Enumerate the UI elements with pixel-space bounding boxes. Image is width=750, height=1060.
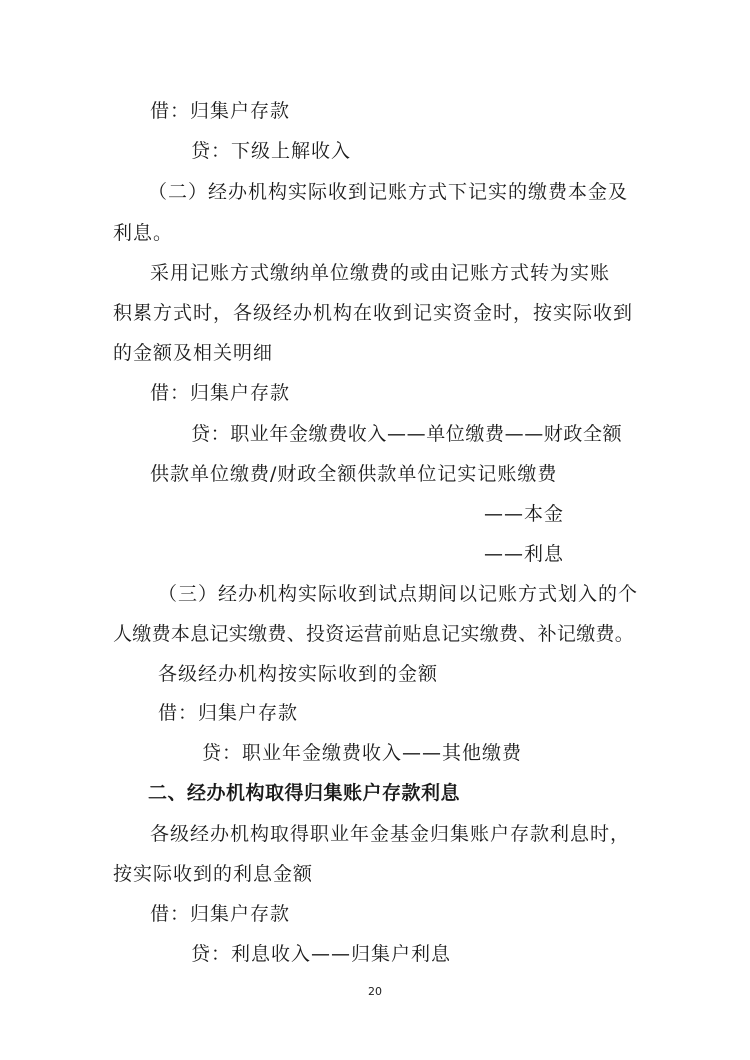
section-heading: （三）经办机构实际收到试点期间以记账方式划入的个 [158,583,639,605]
paragraph-line: 利息。 [113,222,174,244]
debit-line: 借：归集户存款 [158,702,299,724]
chapter-heading: 二、经办机构取得归集账户存款利息 [148,782,461,804]
debit-line: 借：归集户存款 [150,903,291,925]
paragraph-line: 人缴费本息记实缴费、投资运营前贴息记实缴费、补记缴费。 [113,623,635,645]
paragraph-line: 各级经办机构取得职业年金基金归集账户存款利息时， [150,823,631,845]
paragraph-line: 各级经办机构按实际收到的金额 [158,663,439,685]
credit-line: 贷：下级上解收入 [191,140,352,162]
sub-account-line: ——本金 [484,503,565,525]
section-heading: （二）经办机构实际收到记账方式下记实的缴费本金及 [148,181,629,203]
paragraph-line: 的金额及相关明细 [113,342,274,364]
paragraph-line: 积累方式时，各级经办机构在收到记实资金时，按实际收到 [113,302,634,324]
paragraph-line: 采用记账方式缴纳单位缴费的或由记账方式转为实账 [150,262,611,284]
credit-line: 贷：职业年金缴费收入——其他缴费 [202,742,523,764]
credit-line: 贷：利息收入——归集户利息 [191,943,452,965]
page-number: 20 [368,985,382,998]
credit-line: 贷：职业年金缴费收入——单位缴费——财政全额 [191,423,623,445]
sub-account-line: ——利息 [484,543,565,565]
paragraph-line: 按实际收到的利息金额 [113,863,314,885]
paragraph-line: 供款单位缴费/财政全额供款单位记实记账缴费 [150,463,558,485]
debit-line: 借：归集户存款 [150,100,291,122]
debit-line: 借：归集户存款 [150,382,291,404]
